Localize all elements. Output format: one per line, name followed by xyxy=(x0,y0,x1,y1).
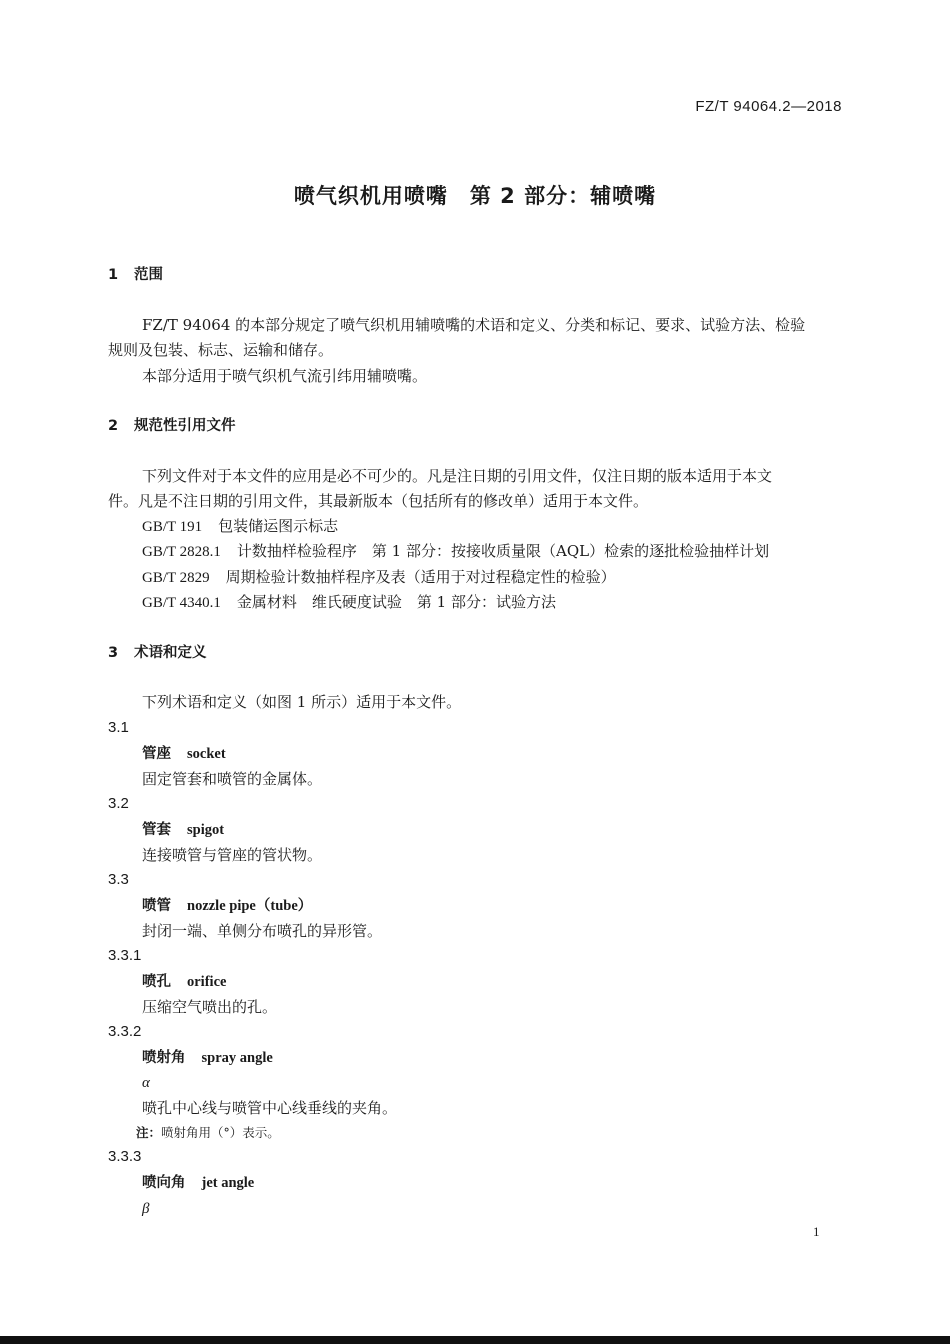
section-number: 1 xyxy=(108,267,119,283)
term-zh: 管套 xyxy=(142,822,171,838)
term-note xyxy=(136,1123,280,1143)
term-en: socket xyxy=(187,746,226,762)
normative-paragraph-line-1: 下列文件对于本文件的应用是必不可少的。凡是注日期的引用文件，仅注日期的版本适用于本文 xyxy=(142,467,773,485)
normative-reference xyxy=(142,567,616,588)
standard-code: FZ/T 94064.2—2018 xyxy=(695,98,842,115)
term-number: 3.1 xyxy=(108,719,129,736)
term-number: 3.3.1 xyxy=(108,947,142,964)
term-heading xyxy=(142,744,226,764)
term-definition: 喷孔中心线与喷管中心线垂线的夹角。 xyxy=(142,1099,398,1117)
term-zh: 喷管 xyxy=(142,898,171,914)
reference-title: 金属材料 维氏硬度试验 第 1 部分：试验方法 xyxy=(236,593,556,611)
term-en: spigot xyxy=(187,822,225,838)
term-heading xyxy=(142,1048,273,1068)
term-number: 3.3.3 xyxy=(108,1148,142,1165)
section-title: 术语和定义 xyxy=(134,645,207,661)
reference-code: GB/T 2829 xyxy=(142,570,210,586)
section-number: 2 xyxy=(108,418,119,434)
term-number: 3.2 xyxy=(108,795,129,812)
term-symbol: α xyxy=(142,1075,150,1091)
reference-code: GB/T 2828.1 xyxy=(142,544,221,560)
terms-intro: 下列术语和定义（如图 1 所示）适用于本文件。 xyxy=(142,693,462,711)
bottom-border xyxy=(0,1336,950,1344)
term-heading xyxy=(142,820,224,840)
reference-code: GB/T 4340.1 xyxy=(142,595,221,611)
term-en: nozzle pipe（tube） xyxy=(187,898,313,914)
term-zh: 喷射角 xyxy=(142,1050,186,1066)
reference-code: GB/T 191 xyxy=(142,519,203,535)
term-number: 3.3.2 xyxy=(108,1023,142,1040)
normative-reference xyxy=(142,541,769,562)
section-heading-scope xyxy=(108,265,163,285)
reference-title: 包装储运图示标志 xyxy=(218,517,339,535)
term-heading xyxy=(142,896,312,916)
term-definition: 封闭一端、单侧分布喷孔的异形管。 xyxy=(142,922,383,940)
section-heading-normative xyxy=(108,416,236,436)
term-zh: 喷向角 xyxy=(142,1175,186,1191)
term-definition: 固定管套和喷管的金属体。 xyxy=(142,770,323,788)
term-en: orifice xyxy=(187,974,227,990)
term-zh: 管座 xyxy=(142,746,171,762)
reference-title: 计数抽样检验程序 第 1 部分：按接收质量限（AQL）检索的逐批检验抽样计划 xyxy=(236,542,770,560)
term-number: 3.3 xyxy=(108,871,129,888)
normative-reference xyxy=(142,592,556,613)
normative-paragraph-line-2: 件。凡是不注日期的引用文件，其最新版本（包括所有的修改单）适用于本文件。 xyxy=(108,492,649,510)
scope-paragraph-line-1: FZ/T 94064 的本部分规定了喷气织机用辅喷嘴的术语和定义、分类和标记、要求、试验方法、检验 xyxy=(142,316,806,334)
term-definition: 压缩空气喷出的孔。 xyxy=(142,998,278,1016)
page-number: 1 xyxy=(813,1224,820,1239)
scope-paragraph-2: 本部分适用于喷气织机气流引纬用辅喷嘴。 xyxy=(142,367,428,385)
term-heading xyxy=(142,1173,254,1193)
section-title: 规范性引用文件 xyxy=(134,418,236,434)
section-heading-terms xyxy=(108,643,207,663)
term-symbol: β xyxy=(142,1201,150,1217)
term-en: spray angle xyxy=(201,1050,273,1066)
term-en: jet angle xyxy=(201,1175,255,1191)
note-label: 注： xyxy=(136,1125,162,1140)
scope-paragraph-line-2: 规则及包装、标志、运输和储存。 xyxy=(108,341,334,359)
document-title: 喷气织机用喷嘴 第 2 部分：辅喷嘴 xyxy=(293,184,657,208)
normative-reference xyxy=(142,516,338,537)
term-heading xyxy=(142,972,226,992)
term-definition: 连接喷管与管座的管状物。 xyxy=(142,846,323,864)
section-title: 范围 xyxy=(134,267,163,283)
term-zh: 喷孔 xyxy=(142,974,171,990)
section-number: 3 xyxy=(108,645,119,661)
reference-title: 周期检验计数抽样程序及表（适用于对过程稳定性的检验） xyxy=(225,568,616,586)
note-text: 喷射角用（°）表示。 xyxy=(161,1125,280,1140)
